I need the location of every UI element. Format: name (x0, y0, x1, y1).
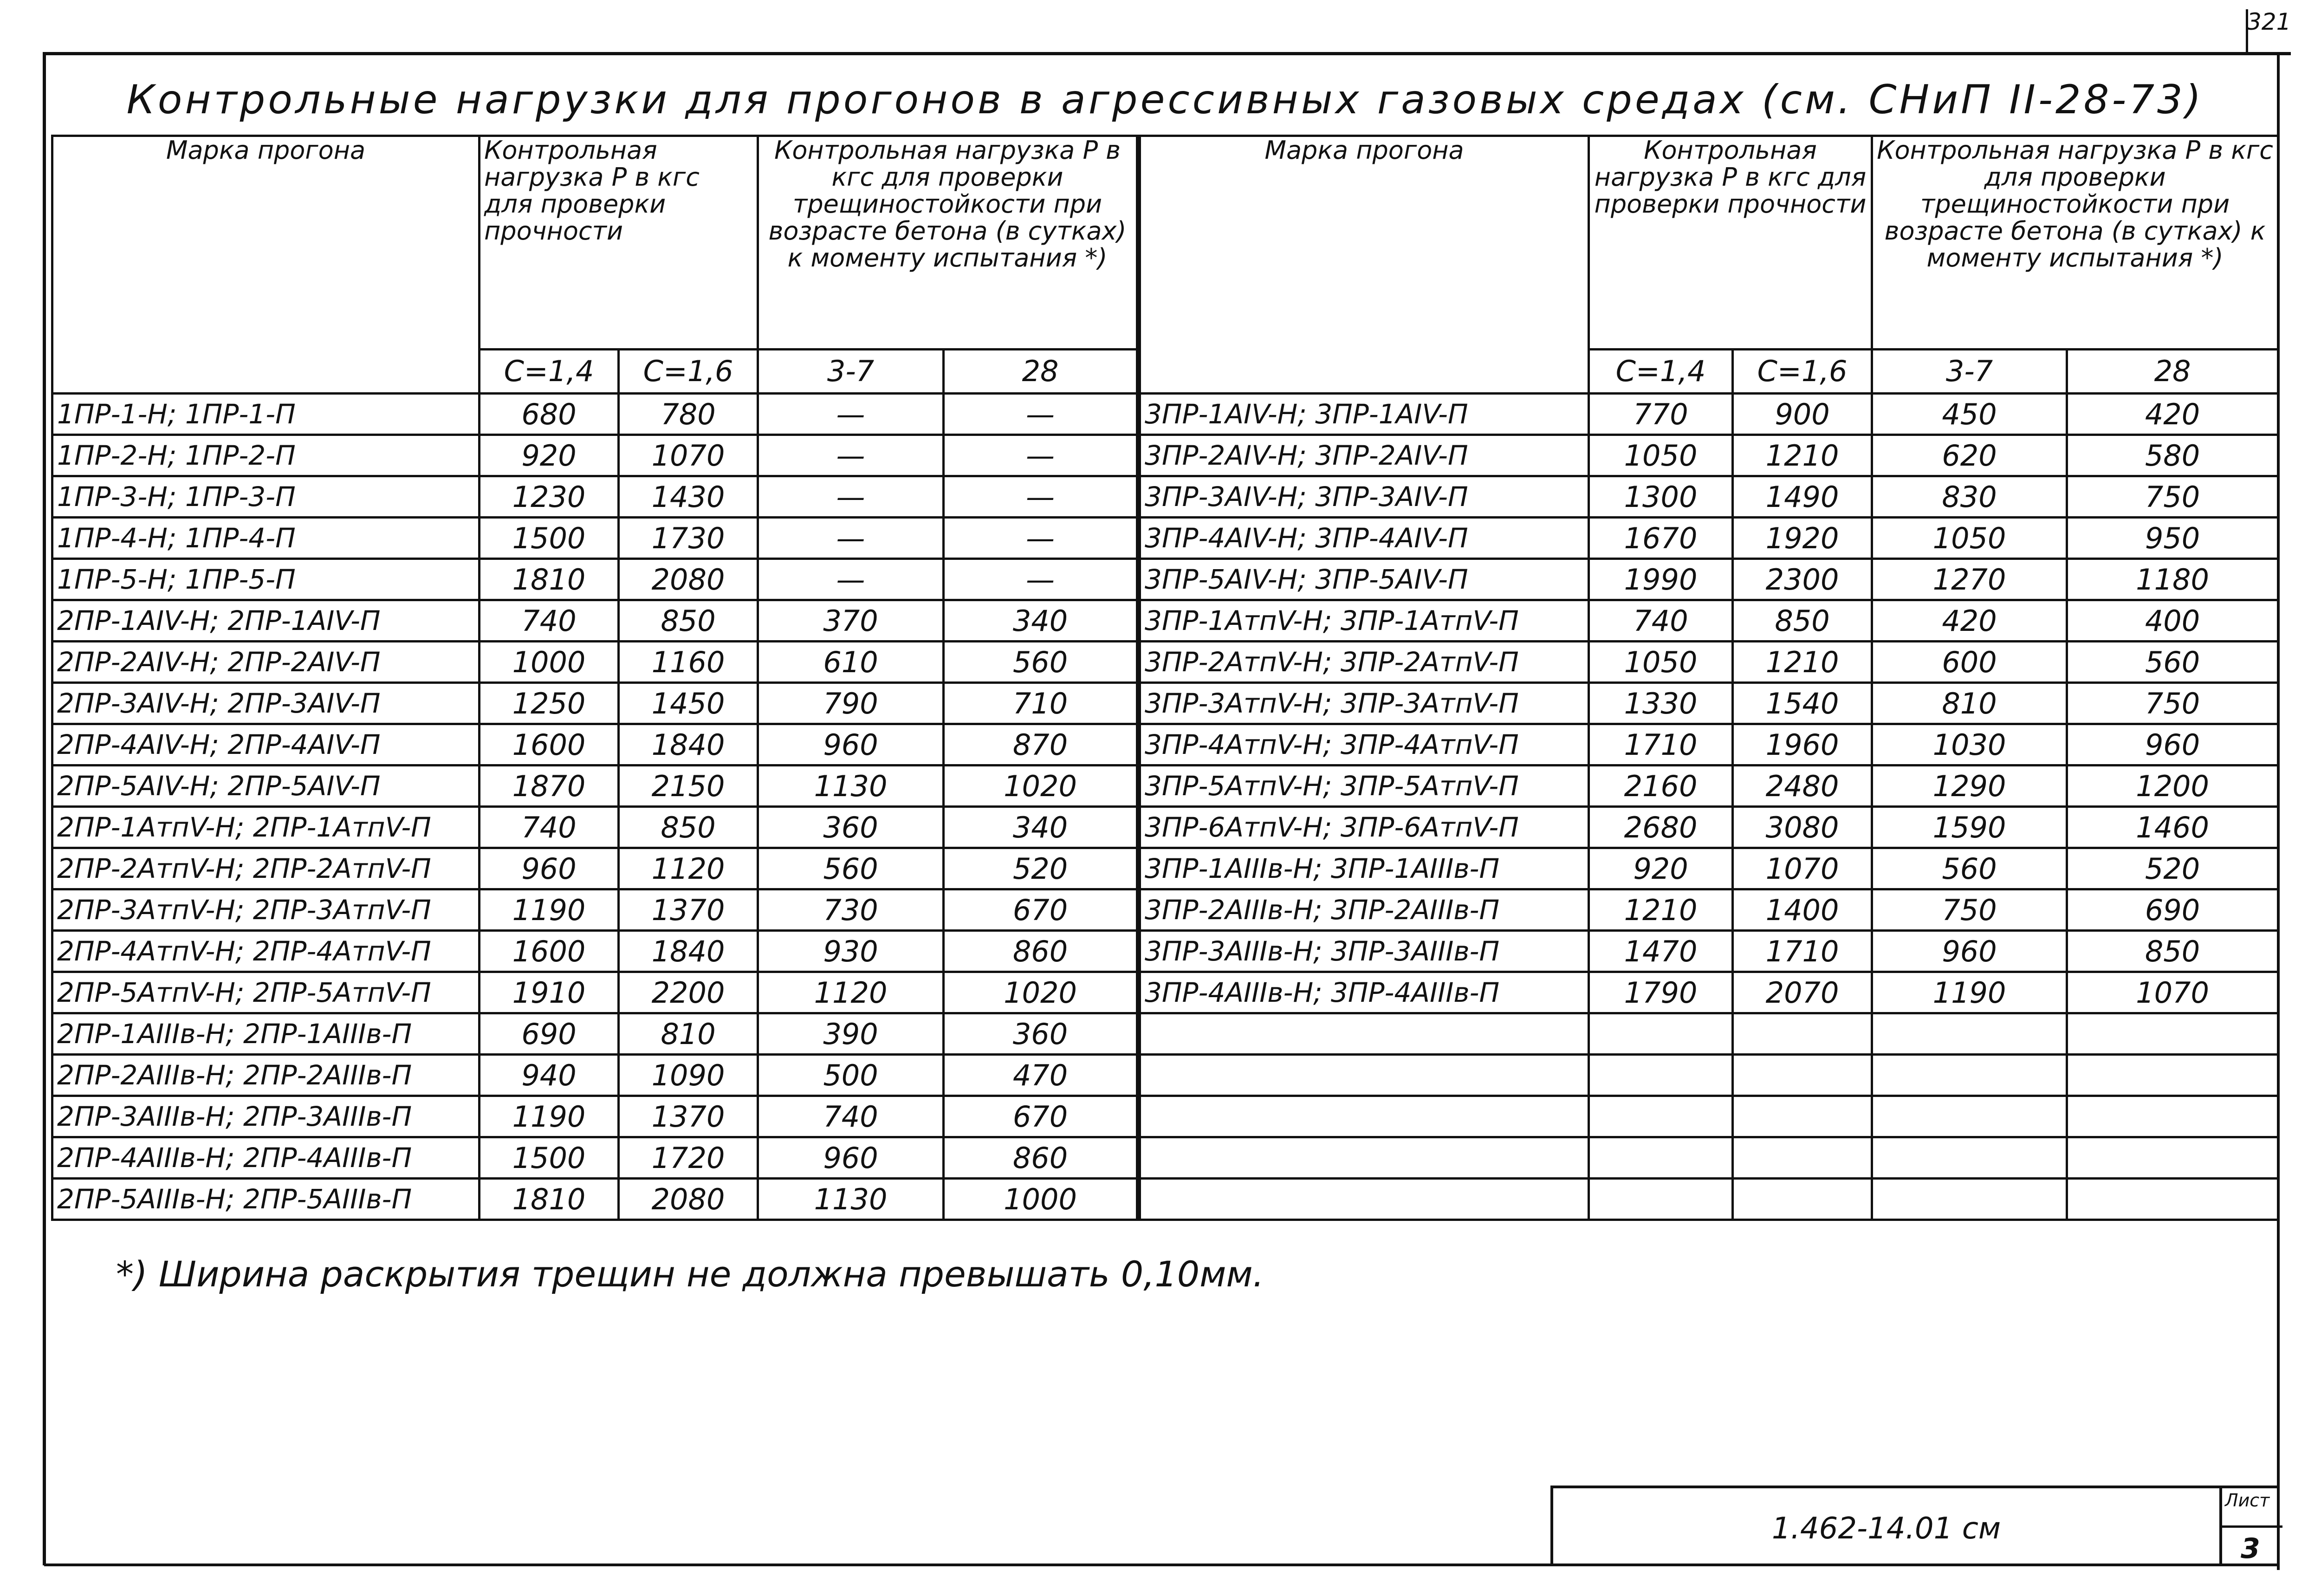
value-cell-left: 850 (619, 807, 758, 848)
value-cell-right (1589, 1137, 1733, 1179)
table-row (52, 889, 2278, 931)
value-cell-right (2067, 1137, 2278, 1179)
value-cell-right: 740 (1589, 600, 1733, 642)
value-cell-left: 870 (944, 724, 1139, 766)
value-cell-right: 1400 (1733, 889, 1872, 931)
value-cell-left: 520 (944, 848, 1139, 889)
value-cell-left: 690 (480, 1013, 619, 1055)
value-cell-right: 1210 (1733, 642, 1872, 683)
mark-cell-left: 2ПР-2АIV-Н; 2ПР-2АIV-П (52, 642, 480, 683)
table-row (52, 476, 2278, 518)
corner-page-number: 321 (2247, 8, 2291, 35)
value-cell-right (1733, 1096, 1872, 1137)
value-cell-left: 1130 (758, 766, 944, 807)
value-cell-right: 420 (2067, 394, 2278, 435)
value-cell-left: 1500 (480, 1137, 619, 1179)
table-row (52, 1055, 2278, 1096)
value-cell-right: 1030 (1872, 724, 2067, 766)
value-cell-left: — (758, 518, 944, 559)
value-cell-left: 1840 (619, 724, 758, 766)
value-cell-right: 1960 (1733, 724, 1872, 766)
mark-cell-right: 3ПР-5АIV-Н; 3ПР-5АIV-П (1139, 559, 1589, 600)
value-cell-left: 1840 (619, 931, 758, 972)
value-cell-right: 1460 (2067, 807, 2278, 848)
mark-cell-right: 3ПР-6АтпV-Н; 3ПР-6АтпV-П (1139, 807, 1589, 848)
mark-cell-left: 2ПР-5АIV-Н; 2ПР-5АIV-П (52, 766, 480, 807)
value-cell-right: 1180 (2067, 559, 2278, 600)
header-c14-right: С=1,4 (1589, 350, 1733, 394)
value-cell-left: 560 (758, 848, 944, 889)
value-cell-right (1589, 1013, 1733, 1055)
value-cell-left: — (944, 476, 1139, 518)
value-cell-left: 730 (758, 889, 944, 931)
value-cell-right (1872, 1096, 2067, 1137)
value-cell-left: 1910 (480, 972, 619, 1013)
value-cell-right (1733, 1013, 1872, 1055)
value-cell-left: 2080 (619, 1179, 758, 1220)
value-cell-right: 1050 (1872, 518, 2067, 559)
value-cell-left: 1120 (619, 848, 758, 889)
value-cell-left: 390 (758, 1013, 944, 1055)
value-cell-right: 2480 (1733, 766, 1872, 807)
value-cell-left: 500 (758, 1055, 944, 1096)
mark-cell-left: 1ПР-4-Н; 1ПР-4-П (52, 518, 480, 559)
sheet-divider (2222, 1525, 2282, 1528)
value-cell-right: 2680 (1589, 807, 1733, 848)
header-age2-left: 28 (944, 350, 1139, 394)
mark-cell-left: 2ПР-3АIIIв-Н; 2ПР-3АIIIв-П (52, 1096, 480, 1137)
table-row (52, 559, 2278, 600)
value-cell-right: 950 (2067, 518, 2278, 559)
value-cell-left: 1500 (480, 518, 619, 559)
value-cell-left: 1600 (480, 931, 619, 972)
mark-cell-right: 3ПР-4АтпV-Н; 3ПР-4АтпV-П (1139, 724, 1589, 766)
value-cell-left: 960 (758, 724, 944, 766)
table-row (52, 600, 2278, 642)
value-cell-right: 1210 (1733, 435, 1872, 476)
value-cell-left: 1230 (480, 476, 619, 518)
value-cell-right: 850 (2067, 931, 2278, 972)
mark-cell-right (1139, 1179, 1589, 1220)
value-cell-left: 940 (480, 1055, 619, 1096)
value-cell-right (1872, 1055, 2067, 1096)
table-row (52, 807, 2278, 848)
value-cell-right: 1590 (1872, 807, 2067, 848)
value-cell-right: 520 (2067, 848, 2278, 889)
value-cell-right: 830 (1872, 476, 2067, 518)
value-cell-right (2067, 1096, 2278, 1137)
value-cell-right: 750 (2067, 683, 2278, 724)
value-cell-right: 1920 (1733, 518, 1872, 559)
header-strength-right: Контрольная нагрузка Р в кгс для проверки прочности (1589, 136, 1872, 350)
footnote: *) Ширина раскрытия трещин не должна превышать 0,10мм. (116, 1253, 1264, 1295)
value-cell-left: 1070 (619, 435, 758, 476)
value-cell-right: 690 (2067, 889, 2278, 931)
value-cell-right: 2070 (1733, 972, 1872, 1013)
header-age1-left: 3-7 (758, 350, 944, 394)
value-cell-left: — (758, 435, 944, 476)
mark-cell-left: 2ПР-5АтпV-Н; 2ПР-5АтпV-П (52, 972, 480, 1013)
mark-cell-left: 2ПР-5АIIIв-Н; 2ПР-5АIIIв-П (52, 1179, 480, 1220)
sheet-label: Лист (2225, 1490, 2270, 1511)
value-cell-right: 1270 (1872, 559, 2067, 600)
value-cell-right: 560 (1872, 848, 2067, 889)
mark-cell-right: 3ПР-1АIIIв-Н; 3ПР-1АIIIв-П (1139, 848, 1589, 889)
value-cell-right (1733, 1137, 1872, 1179)
value-cell-right: 810 (1872, 683, 2067, 724)
value-cell-left: 1430 (619, 476, 758, 518)
header-c16-left: С=1,6 (619, 350, 758, 394)
header-crack-right: Контрольная нагрузка Р в кгс для проверки трещиностойкости при возрасте бетона (в сутках) к моменту испытания *) (1872, 136, 2278, 350)
value-cell-left: 1870 (480, 766, 619, 807)
value-cell-right: 1710 (1733, 931, 1872, 972)
value-cell-left: 1090 (619, 1055, 758, 1096)
frame-top-line (44, 52, 2291, 55)
mark-cell-left: 2ПР-4АтпV-Н; 2ПР-4АтпV-П (52, 931, 480, 972)
value-cell-left: 850 (619, 600, 758, 642)
value-cell-left: 740 (480, 600, 619, 642)
value-cell-left: 670 (944, 889, 1139, 931)
table-row (52, 1137, 2278, 1179)
value-cell-right: 600 (1872, 642, 2067, 683)
value-cell-right: 850 (1733, 600, 1872, 642)
value-cell-right: 1670 (1589, 518, 1733, 559)
header-c14-left: С=1,4 (480, 350, 619, 394)
value-cell-left: — (758, 559, 944, 600)
value-cell-right: 1990 (1589, 559, 1733, 600)
mark-cell-left: 2ПР-4АIIIв-Н; 2ПР-4АIIIв-П (52, 1137, 480, 1179)
header-mark-right: Марка прогона (1139, 136, 1589, 394)
value-cell-right: 560 (2067, 642, 2278, 683)
mark-cell-right: 3ПР-3АIV-Н; 3ПР-3АIV-П (1139, 476, 1589, 518)
value-cell-right: 1300 (1589, 476, 1733, 518)
value-cell-right: 1210 (1589, 889, 1733, 931)
header-age1-right: 3-7 (1872, 350, 2067, 394)
value-cell-left: 1020 (944, 766, 1139, 807)
value-cell-right (1589, 1096, 1733, 1137)
value-cell-right: 750 (2067, 476, 2278, 518)
table-row (52, 1013, 2278, 1055)
value-cell-left: 1730 (619, 518, 758, 559)
value-cell-right: 2160 (1589, 766, 1733, 807)
value-cell-left: — (758, 476, 944, 518)
mark-cell-right (1139, 1013, 1589, 1055)
value-cell-right: 960 (2067, 724, 2278, 766)
value-cell-right (2067, 1055, 2278, 1096)
value-cell-right: 1200 (2067, 766, 2278, 807)
value-cell-right: 1790 (1589, 972, 1733, 1013)
mark-cell-right (1139, 1137, 1589, 1179)
value-cell-left: 1160 (619, 642, 758, 683)
value-cell-left: 1120 (758, 972, 944, 1013)
mark-cell-right: 3ПР-1АтпV-Н; 3ПР-1АтпV-П (1139, 600, 1589, 642)
value-cell-right (2067, 1179, 2278, 1220)
value-cell-left: — (944, 559, 1139, 600)
mark-cell-right: 3ПР-3АтпV-Н; 3ПР-3АтпV-П (1139, 683, 1589, 724)
value-cell-left: 360 (758, 807, 944, 848)
value-cell-right: 960 (1872, 931, 2067, 972)
value-cell-right: 3080 (1733, 807, 1872, 848)
mark-cell-left: 2ПР-3АтпV-Н; 2ПР-3АтпV-П (52, 889, 480, 931)
value-cell-left: 340 (944, 600, 1139, 642)
table-row (52, 683, 2278, 724)
value-cell-right: 1050 (1589, 435, 1733, 476)
value-cell-right: 1490 (1733, 476, 1872, 518)
value-cell-left: 1190 (480, 1096, 619, 1137)
mark-cell-left: 1ПР-5-Н; 1ПР-5-П (52, 559, 480, 600)
mark-cell-right: 3ПР-1АIV-Н; 3ПР-1АIV-П (1139, 394, 1589, 435)
value-cell-right: 1710 (1589, 724, 1733, 766)
header-strength-left: Контрольная нагрузка Р в кгс для проверки прочности (480, 136, 758, 350)
table-row (52, 972, 2278, 1013)
mark-cell-left: 1ПР-2-Н; 1ПР-2-П (52, 435, 480, 476)
value-cell-right: 1470 (1589, 931, 1733, 972)
value-cell-left: 1810 (480, 559, 619, 600)
value-cell-left: 610 (758, 642, 944, 683)
header-c16-right: С=1,6 (1733, 350, 1872, 394)
value-cell-left: 560 (944, 642, 1139, 683)
mark-cell-right (1139, 1055, 1589, 1096)
value-cell-right (1872, 1137, 2067, 1179)
table-row (52, 1179, 2278, 1220)
value-cell-right (2067, 1013, 2278, 1055)
value-cell-left: 710 (944, 683, 1139, 724)
header-age2-right: 28 (2067, 350, 2278, 394)
value-cell-left: 470 (944, 1055, 1139, 1096)
table-row (52, 931, 2278, 972)
value-cell-right (1872, 1179, 2067, 1220)
value-cell-left: 1450 (619, 683, 758, 724)
mark-cell-right: 3ПР-2АIV-Н; 3ПР-2АIV-П (1139, 435, 1589, 476)
title-block-stamp (1550, 1486, 2280, 1566)
mark-cell-right: 3ПР-2АтпV-Н; 3ПР-2АтпV-П (1139, 642, 1589, 683)
value-cell-left: 960 (758, 1137, 944, 1179)
value-cell-right: 580 (2067, 435, 2278, 476)
value-cell-left: 860 (944, 931, 1139, 972)
value-cell-left: 2150 (619, 766, 758, 807)
table-row (52, 848, 2278, 889)
sheet-number: 3 (2241, 1532, 2260, 1565)
value-cell-left: 2080 (619, 559, 758, 600)
value-cell-left: 2200 (619, 972, 758, 1013)
table-row (52, 642, 2278, 683)
value-cell-left: — (944, 435, 1139, 476)
value-cell-left: — (944, 394, 1139, 435)
value-cell-left: 1720 (619, 1137, 758, 1179)
table-body (52, 394, 2278, 1220)
value-cell-left: — (758, 394, 944, 435)
value-cell-left: 790 (758, 683, 944, 724)
mark-cell-left: 1ПР-1-Н; 1ПР-1-П (52, 394, 480, 435)
value-cell-left: 860 (944, 1137, 1139, 1179)
sheet-cell (2219, 1488, 2282, 1566)
table-row (52, 724, 2278, 766)
value-cell-left: 680 (480, 394, 619, 435)
value-cell-right: 1070 (1733, 848, 1872, 889)
value-cell-left: 780 (619, 394, 758, 435)
loads-table (51, 135, 2279, 1221)
mark-cell-left: 1ПР-3-Н; 1ПР-3-П (52, 476, 480, 518)
value-cell-left: 930 (758, 931, 944, 972)
table-row (52, 766, 2278, 807)
mark-cell-right: 3ПР-4АIIIв-Н; 3ПР-4АIIIв-П (1139, 972, 1589, 1013)
frame-left-line (43, 52, 46, 1565)
value-cell-right (1589, 1055, 1733, 1096)
value-cell-right: 1050 (1589, 642, 1733, 683)
value-cell-right: 620 (1872, 435, 2067, 476)
value-cell-right: 750 (1872, 889, 2067, 931)
mark-cell-left: 2ПР-4АIV-Н; 2ПР-4АIV-П (52, 724, 480, 766)
value-cell-left: 1190 (480, 889, 619, 931)
mark-cell-left: 2ПР-1АIV-Н; 2ПР-1АIV-П (52, 600, 480, 642)
value-cell-right: 770 (1589, 394, 1733, 435)
value-cell-left: 960 (480, 848, 619, 889)
value-cell-right: 900 (1733, 394, 1872, 435)
mark-cell-right: 3ПР-5АтпV-Н; 3ПР-5АтпV-П (1139, 766, 1589, 807)
value-cell-left: 1020 (944, 972, 1139, 1013)
value-cell-left: 1000 (480, 642, 619, 683)
value-cell-left: — (944, 518, 1139, 559)
document-title: Контрольные нагрузки для прогонов в агрессивных газовых средах (см. СНиП II-28-73) (126, 77, 2204, 123)
header-mark-left: Марка прогона (52, 136, 480, 394)
value-cell-left: 340 (944, 807, 1139, 848)
value-cell-left: 810 (619, 1013, 758, 1055)
value-cell-left: 670 (944, 1096, 1139, 1137)
value-cell-left: 1600 (480, 724, 619, 766)
value-cell-left: 1370 (619, 889, 758, 931)
value-cell-right: 1330 (1589, 683, 1733, 724)
value-cell-right: 2300 (1733, 559, 1872, 600)
mark-cell-right: 3ПР-3АIIIв-Н; 3ПР-3АIIIв-П (1139, 931, 1589, 972)
value-cell-left: 1370 (619, 1096, 758, 1137)
value-cell-right: 1070 (2067, 972, 2278, 1013)
mark-cell-right (1139, 1096, 1589, 1137)
mark-cell-left: 2ПР-1АтпV-Н; 2ПР-1АтпV-П (52, 807, 480, 848)
mark-cell-left: 2ПР-2АтпV-Н; 2ПР-2АтпV-П (52, 848, 480, 889)
mark-cell-left: 2ПР-2АIIIв-Н; 2ПР-2АIIIв-П (52, 1055, 480, 1096)
value-cell-right: 400 (2067, 600, 2278, 642)
value-cell-right: 420 (1872, 600, 2067, 642)
value-cell-left: 740 (758, 1096, 944, 1137)
mark-cell-right: 3ПР-2АIIIв-Н; 3ПР-2АIIIв-П (1139, 889, 1589, 931)
value-cell-right: 1540 (1733, 683, 1872, 724)
value-cell-right (1733, 1179, 1872, 1220)
document-code: 1.462-14.01 см (1771, 1512, 2001, 1546)
value-cell-right (1589, 1179, 1733, 1220)
value-cell-left: 360 (944, 1013, 1139, 1055)
value-cell-right (1872, 1013, 2067, 1055)
value-cell-right (1733, 1055, 1872, 1096)
header-crack-left: Контрольная нагрузка Р в кгс для проверки трещиностойкости при возрасте бетона (в сутках) к моменту испытания *) (758, 136, 1139, 350)
value-cell-left: 920 (480, 435, 619, 476)
value-cell-right: 920 (1589, 848, 1733, 889)
table-row (52, 1096, 2278, 1137)
value-cell-right: 450 (1872, 394, 2067, 435)
table-row (52, 435, 2278, 476)
value-cell-left: 1000 (944, 1179, 1139, 1220)
value-cell-left: 370 (758, 600, 944, 642)
table-row (52, 518, 2278, 559)
mark-cell-left: 2ПР-3АIV-Н; 2ПР-3АIV-П (52, 683, 480, 724)
mark-cell-left: 2ПР-1АIIIв-Н; 2ПР-1АIIIв-П (52, 1013, 480, 1055)
table-row (52, 394, 2278, 435)
value-cell-right: 1290 (1872, 766, 2067, 807)
value-cell-left: 740 (480, 807, 619, 848)
value-cell-right: 1190 (1872, 972, 2067, 1013)
value-cell-left: 1130 (758, 1179, 944, 1220)
value-cell-left: 1250 (480, 683, 619, 724)
mark-cell-right: 3ПР-4АIV-Н; 3ПР-4АIV-П (1139, 518, 1589, 559)
value-cell-left: 1810 (480, 1179, 619, 1220)
